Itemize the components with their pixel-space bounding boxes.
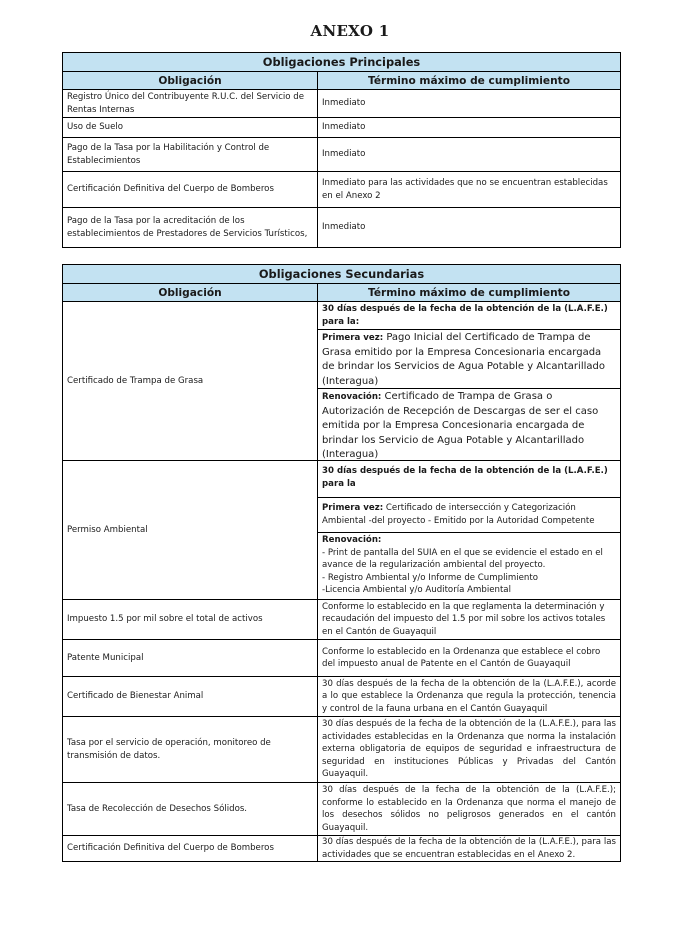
ambiental-primera-vez [318,498,620,533]
renovacion-item: - Registro Ambiental y/o Informe de Cumplimiento [322,572,538,583]
renovacion-item: - Print de pantalla del SUIA en el que se evidencie el estado en el avance de la regularización ambiental del proyecto. [322,547,603,570]
table-row [63,172,620,208]
obligacion-cell: Certificación Definitiva del Cuerpo de Bomberos [63,172,318,207]
table-row [63,836,620,861]
primera-vez-label: Primera vez: [322,503,384,513]
primera-vez-text: Pago Inicial del Certificado de Trampa de Grasa emitido por la Empresa Concesionaria encargada de brindar los Servicios de Agua Potable y Alcantarillado (Interagua) [322,332,605,387]
obligacion-cell: Tasa por el servicio de operación, monitoreo de transmisión de datos. [63,717,318,782]
termino-cell: Inmediato [322,222,366,233]
primera-vez-label: Primera vez: [322,333,384,343]
document-title: ANEXO 1 [310,22,390,40]
ambiental-intro-text: 30 días después de la fecha de la obtención de la (L.A.F.E.) para la [322,466,608,489]
table-row [63,783,620,836]
table-row [63,640,620,677]
table-row [63,677,620,717]
secundarias-table [62,264,621,862]
termino-cell: Inmediato para las actividades que no se encuentran establecidas en el Anexo 2 [322,178,608,201]
renovacion-text: Certificado de Trampa de Grasa o Autorización de Recepción de Descargas de ser el caso emitida por la Empresa Concesionaria encargada de brindar los Servicio de Agua Potable y Alcantarillado (Interagua) [322,391,599,460]
termino-cell: 30 días después de la fecha de la obtención de la (L.A.F.E.), acorde a lo que establece la Ordenanza que regula la protección, tenencia y control de la fauna urbana en el Cantón Guayaquil [322,678,616,714]
obligacion-cell: Registro Único del Contribuyente R.U.C. del Servicio de Rentas Internas [63,90,318,117]
principales-column-headers [63,72,620,90]
obligacion-cell: Certificación Definitiva del Cuerpo de Bomberos [63,836,318,861]
obligacion-cell: Pago de la Tasa por la Habilitación y Control de Establecimientos [63,138,318,171]
renovacion-label: Renovación: [322,392,382,402]
column-header-termino: Término máximo de cumplimiento [368,74,570,87]
table-row [63,600,620,640]
termino-cell: Inmediato [322,122,366,133]
ambiental-intro [318,461,620,498]
table-row [63,138,620,172]
obligacion-cell: Uso de Suelo [63,118,318,137]
trampa-intro: 30 días después de la fecha de la obtención de la (L.A.F.E.) para la: [318,302,620,330]
column-header-obligacion: Obligación [63,72,318,89]
termino-cell: 30 días después de la fecha de la obtención de la (L.A.F.E.); conforme lo establecido en la Ordenanza que norma el manejo de los desechos sólidos no peligrosos generados en el cantón Guayaquil. [322,785,616,833]
termino-cell: 30 días después de la fecha de la obtención de la (L.A.F.E.), para las actividades que se encuentran establecidas en el Anexo 2. [322,837,616,860]
termino-cell: Conforme lo establecido en la Ordenanza que establece el cobro del impuesto anual de Patente en el Cantón de Guayaquil [322,646,601,669]
principales-header: Obligaciones Principales [63,53,620,72]
termino-cell: Inmediato [322,98,366,109]
obligacion-cell: Certificado de Trampa de Grasa [63,302,318,461]
principales-table [62,52,621,248]
termino-cell: Inmediato [322,149,366,160]
trampa-renovacion [318,389,620,461]
table-row [63,90,620,118]
obligacion-cell: Pago de la Tasa por la acreditación de los establecimientos de Prestadores de Servicios Turísticos, [63,208,318,247]
secundarias-header: Obligaciones Secundarias [63,265,620,284]
table-row [63,717,620,783]
primera-vez-text: Certificado de intersección y Categorización Ambiental -del proyecto - Emitido por la Autoridad Competente [322,503,595,526]
obligacion-cell: Patente Municipal [63,640,318,676]
secundarias-column-headers [63,284,620,302]
renovacion-item: -Licencia Ambiental y/o Auditoría Ambiental [322,585,511,595]
column-header-termino: Término máximo de cumplimiento [368,286,570,299]
obligacion-cell: Tasa de Recolección de Desechos Sólidos. [63,783,318,835]
ambiental-renovacion [318,533,620,600]
termino-cell: Conforme lo establecido en la que reglamenta la determinación y recaudación del impuesto del 1.5 por mil sobre los activos totales en el Cantón de Guayaquil [322,601,606,637]
table-row [63,208,620,247]
termino-cell: 30 días después de la fecha de la obtención de la (L.A.F.E.), para las actividades establecidas en la Ordenanza que norma la instalación externa obligatoria de equipos de seguridad e infraestructura de seguridad en instituciones Públicas y Privadas del Cantón Guayaquil. [322,719,616,780]
column-header-obligacion: Obligación [63,284,318,301]
renovacion-label: Renovación: [322,535,382,545]
table-row [63,118,620,138]
obligacion-cell: Certificado de Bienestar Animal [63,677,318,716]
obligacion-cell: Impuesto 1.5 por mil sobre el total de activos [63,600,318,639]
trampa-primera-vez [318,330,620,389]
obligacion-cell: Permiso Ambiental [63,461,318,600]
